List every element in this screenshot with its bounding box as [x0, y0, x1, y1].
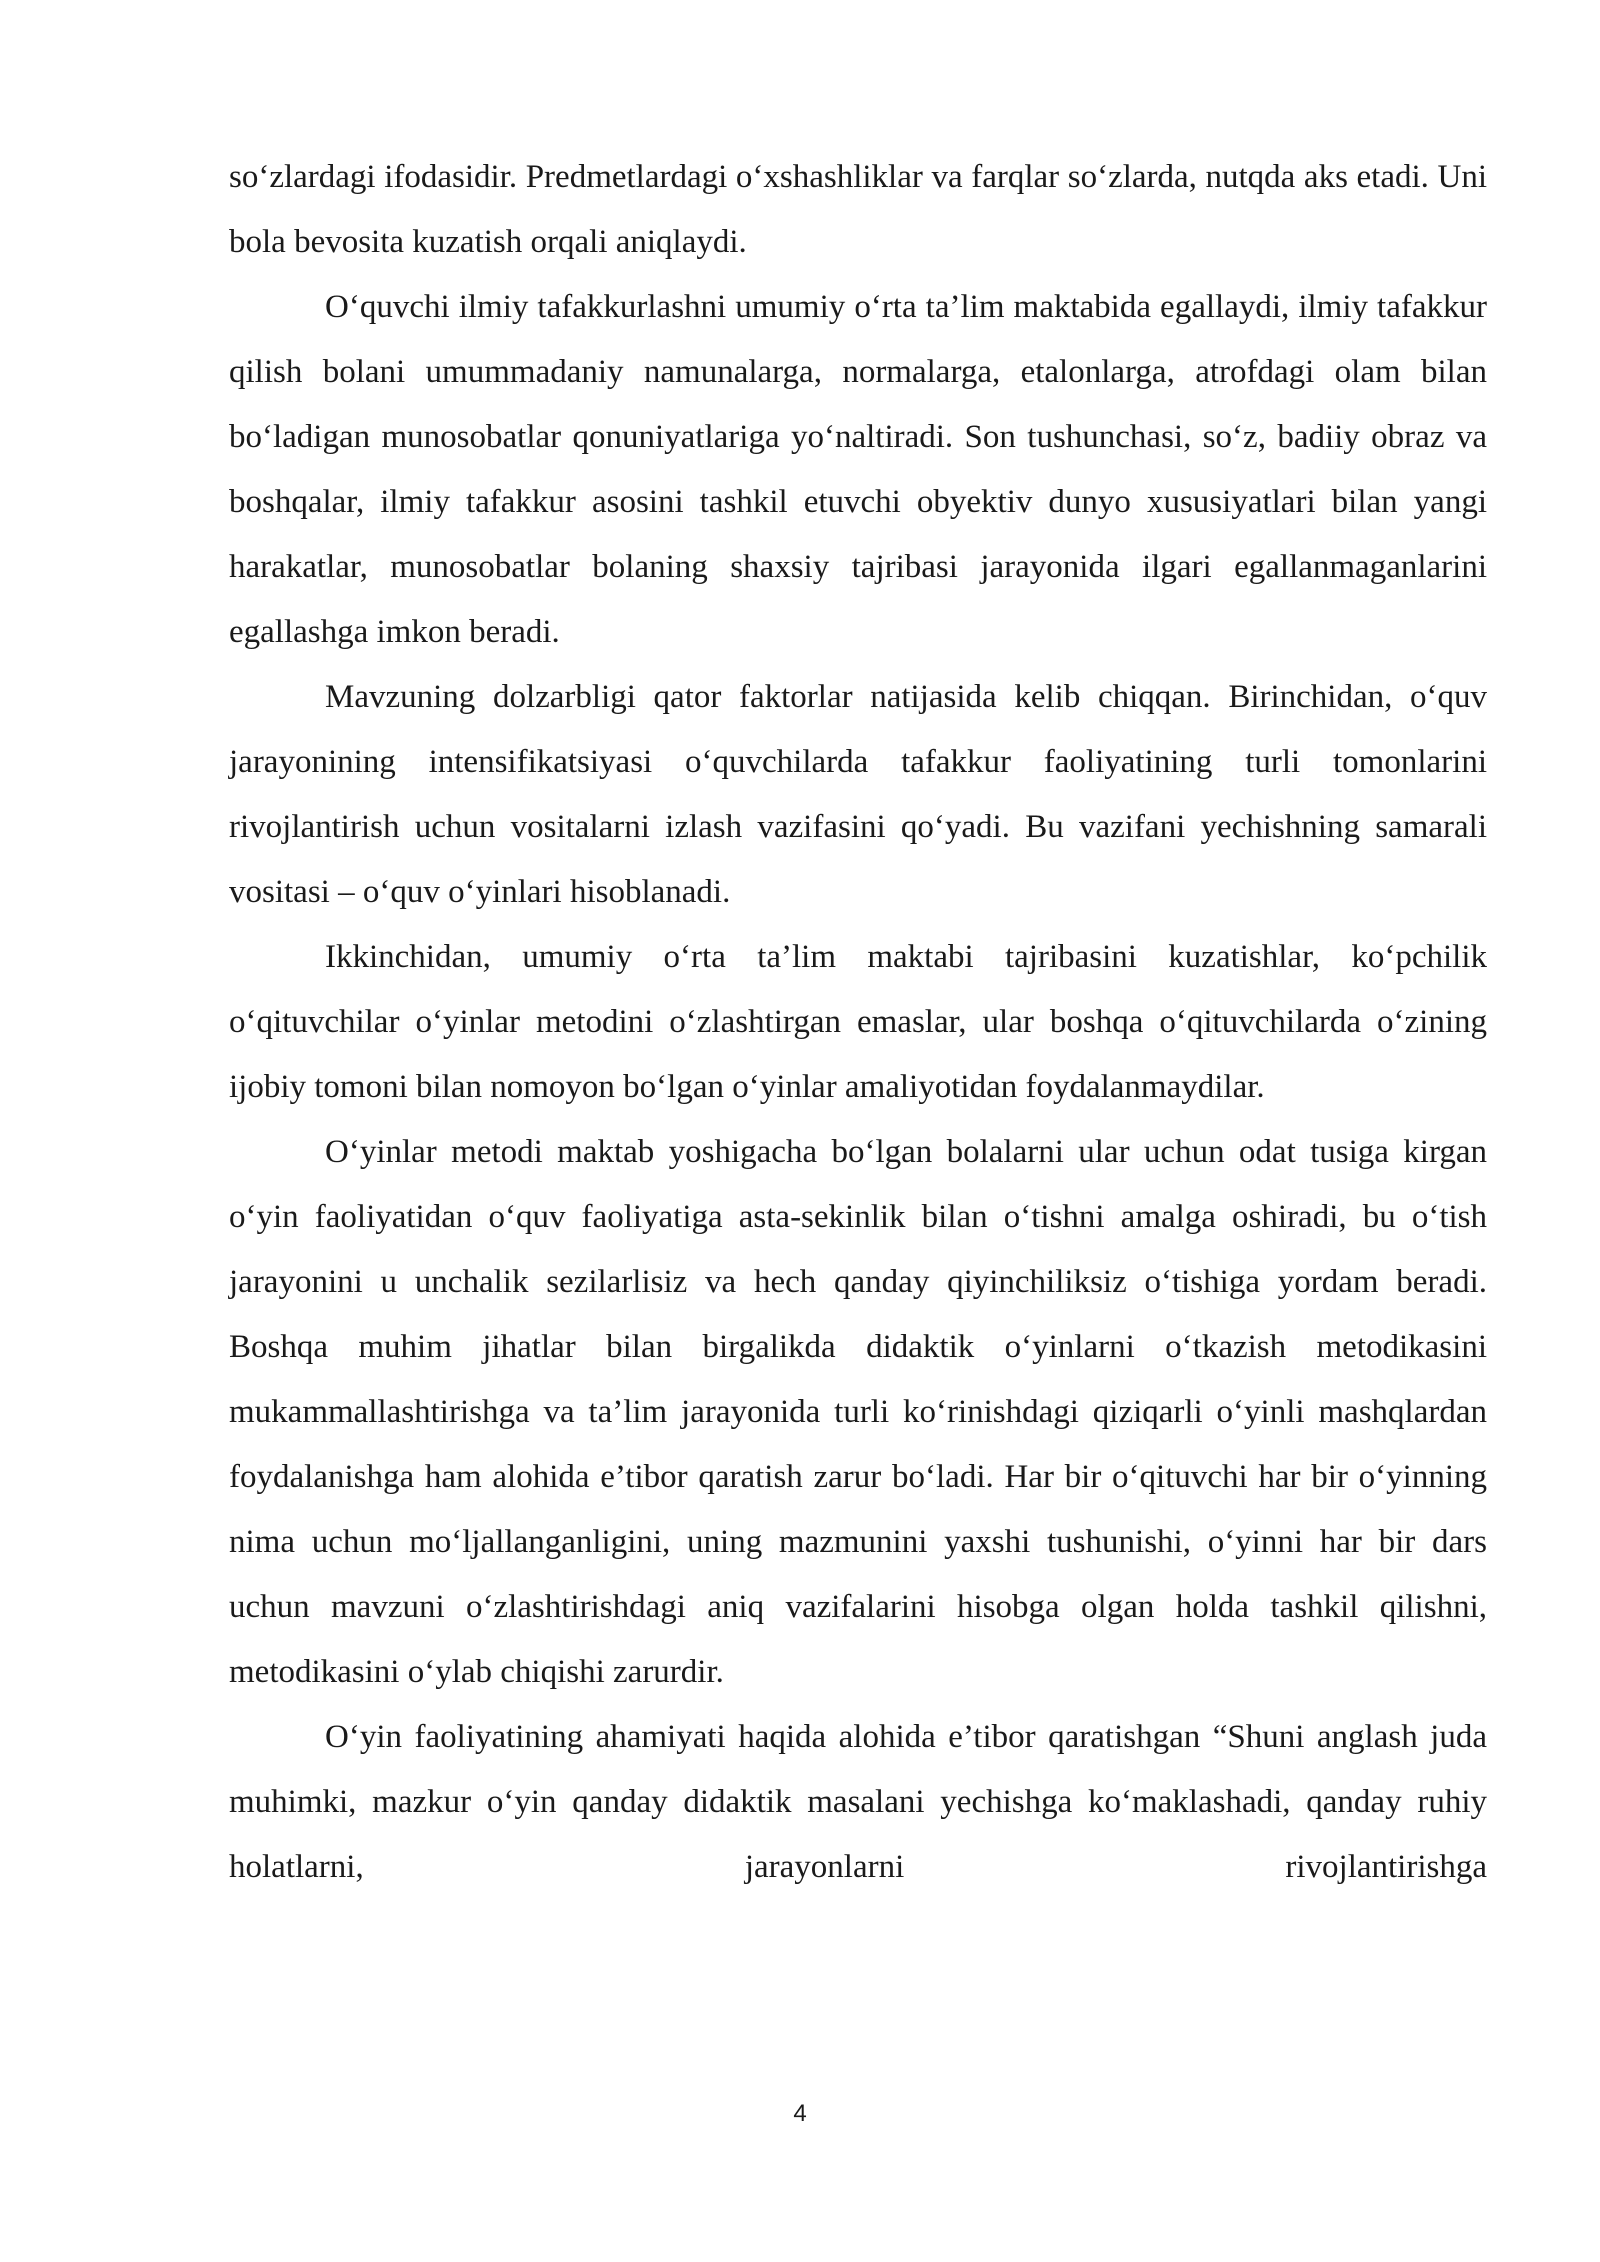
paragraph-2: O‘quvchi ilmiy tafakkurlashni umumiy o‘rta ta’lim maktabida egallaydi, ilmiy tafakkur qilish bolani umummadaniy namunalarga, normalarga, etalonlarga, atrofdagi olam bilan bo‘ladigan munosobatlar qonuniyatlariga yo‘naltiradi. Son tushunchasi, so‘z, badiiy obraz va boshqalar, ilmiy tafakkur asosini tashkil etuvchi obyektiv dunyo xususiyatlari bilan yangi harakatlar, munosobatlar bolaning shaxsiy tajribasi jarayonida ilgari egallanmaganlarini egallashga imkon beradi.: [229, 289, 1487, 650]
body-text: [229, 145, 1487, 1900]
paragraph-3: Mavzuning dolzarbligi qator faktorlar natijasida kelib chiqqan. Birinchidan, o‘quv jarayonining intensifikatsiyasi o‘quvchilarda tafakkur faoliyatining turli tomonlarini rivojlantirish uchun vositalarni izlash vazifasini qo‘yadi. Bu vazifani yechishning samarali vositasi – o‘quv o‘yinlari hisoblanadi.: [229, 679, 1487, 910]
paragraph-5: O‘yinlar metodi maktab yoshigacha bo‘lgan bolalarni ular uchun odat tusiga kirgan o‘yin faoliyatidan o‘quv faoliyatiga asta-sekinlik bilan o‘tishni amalga oshiradi, bu o‘tish jarayonini u unchalik sezilarlisiz va hech qanday qiyinchiliksiz o‘tishiga yordam beradi. Boshqa muhim jihatlar bilan birgalikda didaktik o‘yinlarni o‘tkazish metodikasini mukammallashtirishga va ta’lim jarayonida turli ko‘rinishdagi qiziqarli o‘yinli mashqlardan foydalanishga ham alohida e’tibor qaratish zarur bo‘ladi. Har bir o‘qituvchi har bir o‘yinning nima uchun mo‘ljallanganligini, uning mazmunini yaxshi tushunishi, o‘yinni har bir dars uchun mavzuni o‘zlashtirishdagi aniq vazifalarini hisobga olgan holda tashkil qilishni, metodikasini o‘ylab chiqishi zarurdir.: [229, 1134, 1487, 1690]
paragraph-6: O‘yin faoliyatining ahamiyati haqida alohida e’tibor qaratishgan “Shuni anglash juda muhimki, mazkur o‘yin qanday didaktik masalani yechishga ko‘maklashadi, qanday ruhiy holatlarni, jarayonlarni rivojlantirishga: [229, 1719, 1487, 1885]
paragraph-1: so‘zlardagi ifodasidir. Predmetlardagi o‘xshashliklar va farqlar so‘zlarda, nutqda aks etadi. Uni bola bevosita kuzatish orqali aniqlaydi.: [229, 159, 1487, 260]
page-number: 4: [793, 2100, 807, 2127]
paragraph-4: Ikkinchidan, umumiy o‘rta ta’lim maktabi tajribasini kuzatishlar, ko‘pchilik o‘qituvchilar o‘yinlar metodini o‘zlashtirgan emaslar, ular boshqa o‘qituvchilarda o‘zining ijobiy tomoni bilan nomoyon bo‘lgan o‘yinlar amaliyotidan foydalanmaydilar.: [229, 939, 1487, 1105]
